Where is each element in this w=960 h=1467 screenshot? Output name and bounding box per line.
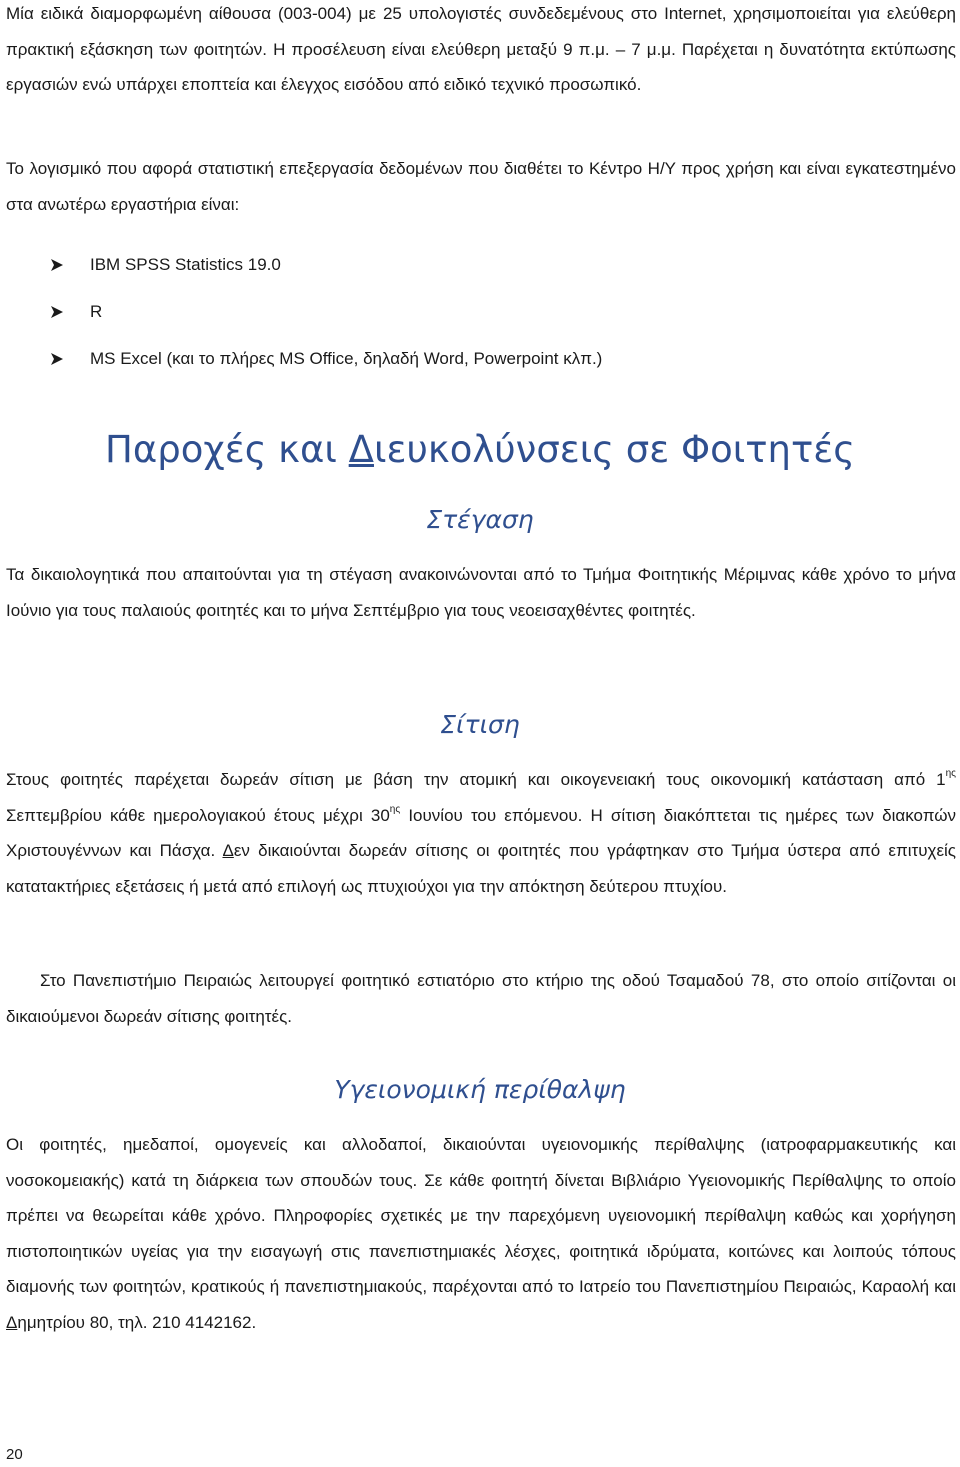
health-paragraph: Οι φοιτητές, ημεδαποί, ομογενείς και αλλοδαποί, δικαιούνται υγειονομικής περίθαλψης (ιατροφαρμακευτικής και νοσοκομειακής) κατά τη διάρκεια των σπουδών τους. Σε κάθε φοιτητή δίνεται Βιβλιάριο Υγειονομικής Περίθαλψης το οποίο πρέπει να θεωρείται κάθε χρόνο. Πληροφορίες σχετικές με την παρεχόμενη υγειονομική περίθαλψη καθώς και χορήγηση πιστοποιητικών υγείας για την εισαγωγή στις πανεπιστημιακές λέσχες, φοιτητικά ιδρύματα, κοιτώνες και λοιπούς τόπους διαμονής των φοιτητών, κρατικούς ή πανεπιστημιακούς, παρέχονται από το Ιατρείο του Πανεπιστημίου Πειραιώς, Καραολή και Δημητρίου 80, τηλ. 210 4142162. (6, 1135, 956, 1332)
heading-housing: Στέγαση (426, 505, 534, 534)
heading-health: Υγειονομική περίθαλψη (334, 1075, 626, 1104)
software-item-office: MS Excel (και το πλήρες MS Office, δηλαδή Word, Powerpoint κλπ.) (90, 348, 603, 368)
software-item-spss: IBM SPSS Statistics 19.0 (90, 254, 281, 274)
arrow-bullet-icon (50, 258, 90, 272)
heading-meals: Σίτιση (440, 710, 520, 739)
intro-paragraph-computer-room: Μία ειδικά διαμορφωμένη αίθουσα (003-004) με 25 υπολογιστές συνδεδεμένους στο Internet, χρησιμοποιείται για ελεύθερη πρακτική εξάσκηση των φοιτητών. Η προσέλευση είναι ελεύθερη μεταξύ 9 π.μ. – 7 μ.μ. Παρέχεται η δυνατότητα εκτύπωσης εργασιών ενώ υπάρχει εποπτεία και έλεγχος εισόδου από ειδικό τεχνικό προσωπικό. (6, 4, 956, 94)
page-title: Παροχές και Διευκολύνσεις σε Φοιτητές (105, 428, 855, 471)
meals-restaurant-paragraph: Στο Πανεπιστήμιο Πειραιώς λειτουργεί φοιτητικό εστιατόριο στο κτήριο της οδού Τσαμαδού 78, στο οποίο σιτίζονται οι δικαιούμενοι δωρεάν σίτισης φοιτητές. (6, 971, 956, 1026)
list-item (50, 241, 602, 288)
page-number: 20 (6, 1446, 23, 1463)
software-list (50, 241, 602, 382)
list-item (50, 335, 602, 382)
housing-paragraph: Τα δικαιολογητικά που απαιτούνται για τη στέγαση ανακοινώνονται από το Τμήμα Φοιτητικής Μέριμνας κάθε χρόνο το μήνα Ιούνιο για τους παλαιούς φοιτητές και το μήνα Σεπτέμβριο για τους νεοεισαχθέντες φοιτητές. (6, 565, 956, 620)
meals-paragraph: Στους φοιτητές παρέχεται δωρεάν σίτιση με βάση την ατομική και οικογενειακή τους οικονομική κατάσταση από $1^{\eta\varsigma}$ Σεπτεμβρίου κάθε ημερολογιακού έτους μέχρι $30^{\eta\varsigma}$ Ιουνίου του επόμενου. Η σίτιση διακόπτεται τις ημέρες των διακοπών Χριστουγέννων και Πάσχα. Δεν δικαιούνται δωρεάν σίτισης οι φοιτητές που γράφτηκαν στο Τμήμα ύστερα από επιτυχείς κατατακτήριες εξετάσεις ή μετά από επιλογή ως πτυχιούχοι για την απόκτηση δεύτερου πτυχίου. (6, 768, 956, 896)
arrow-bullet-icon (50, 352, 90, 366)
list-item (50, 288, 602, 335)
arrow-bullet-icon (50, 305, 90, 319)
intro-paragraph-software: Το λογισμικό που αφορά στατιστική επεξεργασία δεδομένων που διαθέτει το Κέντρο Η/Υ προς χρήση και είναι εγκατεστημένο στα ανωτέρω εργαστήρια είναι: (6, 159, 956, 214)
software-item-r: R (90, 301, 103, 321)
